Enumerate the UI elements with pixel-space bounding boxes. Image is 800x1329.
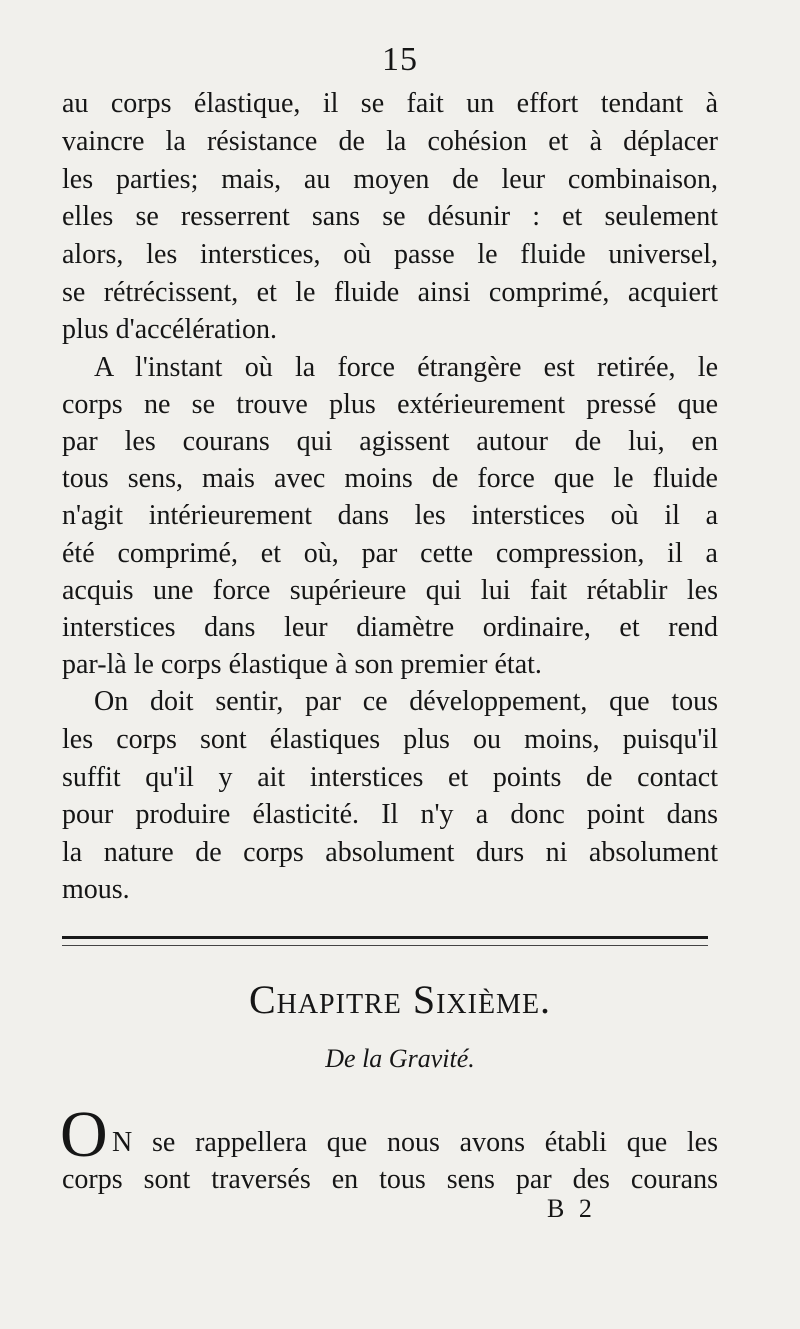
page-number: 15 (382, 41, 418, 78)
text-line: suffit qu'il y ait interstices et points de contact (62, 762, 718, 793)
text-line: été comprimé, et où, par cette compression, il a (62, 538, 718, 569)
text-line: plus d'accélération. (62, 314, 277, 345)
text-line: au corps élastique, il se fait un effort tendant à (62, 88, 718, 119)
chapter-divider-rule (62, 936, 708, 939)
text-line: alors, les interstices, où passe le fluide universel, (62, 239, 718, 270)
text-line: tous sens, mais avec moins de force que le fluide (62, 463, 718, 494)
text-line: interstices dans leur diamètre ordinaire, et rend (62, 612, 718, 643)
text-line: n'agit intérieurement dans les interstices où il a (62, 500, 718, 531)
text-line: A l'instant où la force étrangère est retirée, le (94, 352, 718, 383)
text-line: On doit sentir, par ce développement, que tous (94, 686, 718, 717)
section-subtitle: De la Gravité. (325, 1044, 475, 1073)
signature-mark: B 2 (547, 1194, 596, 1223)
text-line: vaincre la résistance de la cohésion et à déplacer (62, 126, 718, 157)
text-line: mous. (62, 874, 130, 905)
text-line: corps sont traversés en tous sens par des courans (62, 1164, 718, 1195)
chapter-divider-thin-rule (62, 945, 708, 946)
text-line: elles se resserrent sans se désunir : et seulement (62, 201, 718, 232)
text-line: par-là le corps élastique à son premier état. (62, 649, 542, 680)
chapter-title: Chapitre Sixième. (248, 977, 552, 1022)
text-line: acquis une force supérieure qui lui fait rétablir les (62, 575, 718, 606)
text-line: la nature de corps absolument durs ni absolument (62, 837, 718, 868)
text-line: par les courans qui agissent autour de lui, en (62, 426, 718, 457)
text-line: se rétrécissent, et le fluide ainsi comprimé, acquiert (62, 277, 718, 308)
text-line: pour produire élasticité. Il n'y a donc point dans (62, 799, 718, 830)
drop-cap-initial: O (60, 1098, 108, 1171)
text-line: les parties; mais, au moyen de leur combinaison, (62, 164, 718, 195)
text-line: N se rappellera que nous avons établi que les (112, 1127, 718, 1158)
text-line: corps ne se trouve plus extérieurement pressé que (62, 389, 718, 420)
text-line: les corps sont élastiques plus ou moins, puisqu'il (62, 724, 718, 755)
